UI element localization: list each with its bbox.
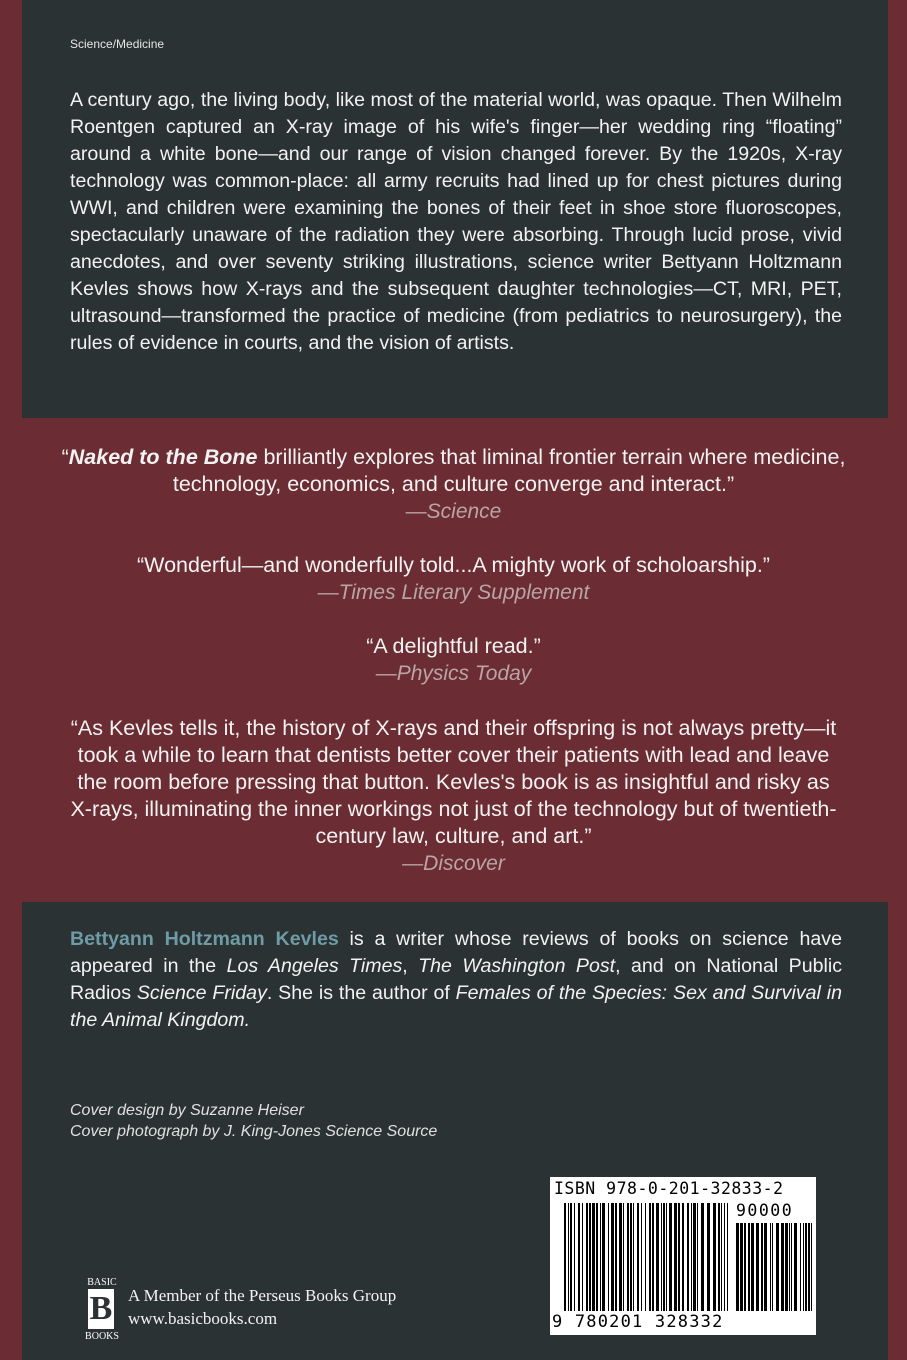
barcode-bar bbox=[682, 1203, 684, 1311]
quote-open-mark: “ bbox=[61, 445, 69, 469]
barcode-bar bbox=[701, 1203, 704, 1311]
barcode-bar bbox=[811, 1223, 812, 1311]
review-attribution: —Physics Today bbox=[375, 662, 532, 685]
barcode-bar bbox=[627, 1203, 629, 1311]
barcode-bar bbox=[789, 1223, 790, 1311]
barcode-bar bbox=[623, 1203, 624, 1311]
review-attribution: —Science bbox=[405, 500, 502, 523]
author-name: Bettyann Holtzmann Kevles bbox=[70, 928, 339, 950]
review-attribution: —Discover bbox=[402, 852, 505, 875]
bio-book-title: Females of the Species: Sex and Survival in the Animal Kingdom. bbox=[70, 982, 842, 1031]
barcode-bar bbox=[744, 1223, 746, 1311]
review-quote: “Wonderful—and wonderfully told...A mighty work of scholoarship.” bbox=[137, 553, 770, 577]
book-title: Naked to the Bone bbox=[68, 445, 258, 469]
ean-digits: 9 780201 328332 bbox=[552, 1312, 724, 1332]
barcode-bar bbox=[727, 1203, 728, 1311]
bio-publication: Los Angeles Times bbox=[226, 955, 403, 977]
barcode-bar bbox=[669, 1203, 672, 1311]
barcode-bar bbox=[645, 1203, 646, 1311]
publisher-logo bbox=[84, 1277, 120, 1345]
cover-photo-credit: Cover photograph by J. King-Jones Science Source bbox=[70, 1123, 438, 1140]
barcode-bar bbox=[641, 1203, 642, 1311]
bio-text: , and on National Public Radios bbox=[70, 955, 843, 1004]
quote-text: brilliantly explores that liminal frontier terrain where medicine, technology, economics, and culture converge and interact.” bbox=[172, 445, 846, 496]
author-bio bbox=[70, 926, 842, 1034]
barcode-bar bbox=[678, 1203, 680, 1311]
barcode-bar bbox=[764, 1223, 767, 1311]
barcode-bar bbox=[707, 1203, 710, 1311]
barcode-bar bbox=[781, 1223, 784, 1311]
barcode-bar bbox=[736, 1223, 739, 1311]
barcode-bar bbox=[637, 1203, 639, 1311]
bio-publication: Science Friday bbox=[136, 982, 267, 1004]
barcode-bar bbox=[740, 1223, 743, 1311]
barcode-bar bbox=[808, 1223, 810, 1311]
author-panel bbox=[22, 902, 888, 1360]
barcode-bar bbox=[596, 1203, 598, 1311]
review-quote bbox=[40, 444, 867, 498]
logo-mark bbox=[88, 1289, 114, 1329]
barcode-bar bbox=[756, 1223, 759, 1311]
barcode-bar bbox=[666, 1203, 667, 1311]
barcode-bar bbox=[721, 1203, 722, 1311]
barcode-bar bbox=[674, 1203, 677, 1311]
barcode-bar bbox=[574, 1203, 575, 1311]
barcode-bar bbox=[800, 1223, 801, 1311]
barcode-bar bbox=[661, 1203, 662, 1311]
category-label: Science/Medicine bbox=[70, 37, 165, 51]
barcode-bar bbox=[582, 1203, 583, 1311]
barcode-bar bbox=[630, 1203, 632, 1311]
barcode-bar bbox=[656, 1203, 659, 1311]
barcode-bar bbox=[652, 1203, 654, 1311]
book-description: A century ago, the living body, like most of the material world, was opaque. Then Wilhelm Roentgen captured an X-ray image of his wife's finger—her wedding ring “floating” around a white bone—and our range of vision changed forever. By the 1920s, X-ray technology was common-place: all army recruits had lined up for chest pictures during WWI, and children were examining the bones of their feet in shoe store fluoroscopes, spectacularly unaware of the radiation they were absorbing. Through lucid prose, vivid anecdotes, and over seventy striking illustrations, science writer Bettyann Holtzmann Kevles shows how X-rays and the subsequent daughter technologies—CT, MRI, PET, ultrasound—transformed the practice of medicine (from pediatrics to neurosurgery), the rules of evidence in courts, and the vision of artists. bbox=[70, 89, 842, 354]
barcode-bar bbox=[619, 1203, 622, 1311]
barcode-bar bbox=[751, 1223, 754, 1311]
barcode-bar bbox=[791, 1223, 792, 1311]
description-panel bbox=[22, 0, 888, 418]
isbn-label: ISBN 978-0-201-32833-2 bbox=[554, 1179, 784, 1198]
barcode-bar bbox=[713, 1203, 716, 1311]
barcode-bar bbox=[770, 1223, 771, 1311]
publisher-member: A Member of the Perseus Books Group bbox=[128, 1286, 397, 1305]
cover-design-credit: Cover design by Suzanne Heiser bbox=[70, 1102, 304, 1119]
barcode-bar bbox=[718, 1203, 720, 1311]
barcode-bar bbox=[586, 1203, 588, 1311]
barcode-bar bbox=[687, 1203, 689, 1311]
bio-text: . She is the author of bbox=[266, 982, 456, 1004]
barcode-bar bbox=[697, 1203, 698, 1311]
publisher-info bbox=[128, 1284, 396, 1330]
barcode-bar bbox=[776, 1223, 779, 1311]
review-quote: “As Kevles tells it, the history of X-rays and their offspring is not always pretty—it took a while to learn that dentists better cover their patients with lead and leave the room before pressing that button. Kevles's book is as insightful and risky as X-rays, illuminating the inner workings not just of the technology but of twentieth-century law, culture, and art.” bbox=[70, 716, 837, 848]
logo-bottom-text: BOOKS bbox=[85, 1331, 119, 1342]
barcode-bar bbox=[633, 1203, 634, 1311]
cover-credits bbox=[70, 1100, 570, 1142]
publisher-website: www.basicbooks.com bbox=[128, 1309, 278, 1328]
barcode-bar bbox=[564, 1203, 566, 1311]
barcode-bar bbox=[615, 1203, 617, 1311]
barcode-bar bbox=[578, 1203, 580, 1311]
barcode-bar bbox=[761, 1223, 763, 1311]
barcode-bar bbox=[724, 1203, 725, 1311]
bio-text: is a writer whose reviews of books on science have appeared in the bbox=[70, 928, 842, 977]
barcode-bar bbox=[602, 1203, 605, 1311]
barcode-bar bbox=[592, 1203, 595, 1311]
barcode-bar bbox=[691, 1203, 692, 1311]
barcode bbox=[550, 1177, 816, 1335]
bio-text: , bbox=[402, 955, 419, 977]
barcode-bar bbox=[570, 1203, 572, 1311]
barcode-bar bbox=[663, 1203, 665, 1311]
logo-top-text: BASIC bbox=[87, 1277, 117, 1288]
review-attribution: —Times Literary Supplement bbox=[317, 581, 590, 604]
barcode-bar bbox=[693, 1203, 696, 1311]
barcode-bar bbox=[608, 1203, 609, 1311]
bio-publication: The Washington Post bbox=[418, 955, 616, 977]
barcode-bar bbox=[600, 1203, 601, 1311]
barcode-bar bbox=[568, 1203, 569, 1311]
barcode-bar bbox=[649, 1203, 651, 1311]
review-quote: “A delightful read.” bbox=[366, 634, 541, 658]
price-code: 90000 bbox=[736, 1201, 794, 1220]
barcode-bar bbox=[803, 1223, 804, 1311]
barcode-bar bbox=[785, 1223, 788, 1311]
barcode-bar bbox=[805, 1223, 807, 1311]
barcode-bar bbox=[772, 1223, 773, 1311]
barcode-bar bbox=[611, 1203, 614, 1311]
barcode-bar bbox=[748, 1223, 750, 1311]
logo-letter: B bbox=[89, 1290, 113, 1327]
barcode-bar bbox=[589, 1203, 591, 1311]
barcode-bar bbox=[794, 1223, 797, 1311]
